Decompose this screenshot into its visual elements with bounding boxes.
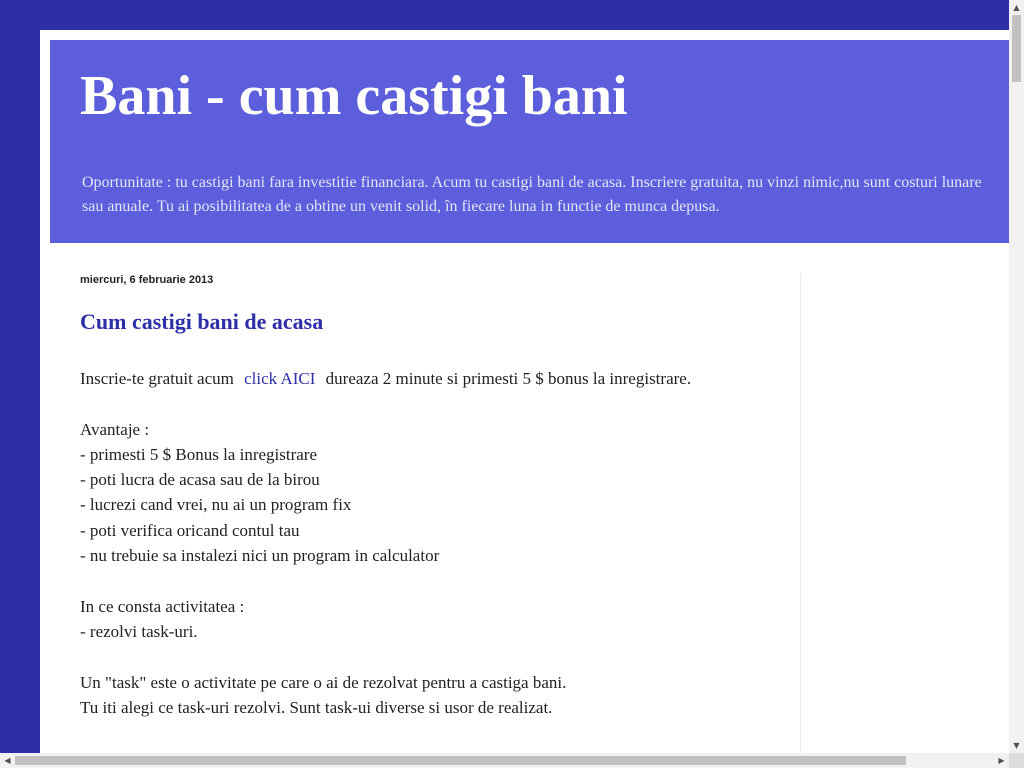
blog-page (40, 30, 1009, 753)
scroll-down-icon[interactable]: ▼ (1013, 741, 1020, 750)
advantage-item: - poti verifica oricand contul tau (80, 520, 300, 540)
horizontal-scrollbar[interactable] (0, 753, 1009, 768)
blog-title[interactable]: Bani - cum castigi bani (80, 65, 628, 127)
blog-header (50, 40, 1009, 243)
intro-text-after: dureaza 2 minute si primesti 5 $ bonus la inregistrare. (325, 369, 692, 388)
spacer (80, 568, 780, 593)
scrollbar-corner (1009, 753, 1024, 768)
post-date: miercuri, 6 februarie 2013 (80, 274, 214, 286)
horizontal-scroll-thumb[interactable] (15, 756, 906, 765)
advantage-item: - nu trebuie sa instalezi nici un program in calculator (80, 546, 440, 566)
post-intro (80, 366, 780, 391)
scroll-up-icon[interactable]: ▲ (1013, 3, 1020, 12)
post-body (80, 366, 780, 720)
advantage-item: - lucrezi cand vrei, nu ai un program fix (80, 495, 352, 515)
spacer (80, 644, 780, 669)
activity-heading: In ce consta activitatea : (80, 596, 245, 616)
post-title[interactable]: Cum castigi bani de acasa (80, 309, 324, 334)
advantages-heading: Avantaje : (80, 419, 150, 439)
main-column (80, 273, 780, 720)
spacer (80, 391, 780, 416)
scroll-left-icon[interactable]: ◀ (4, 756, 11, 765)
vertical-scroll-thumb[interactable] (1012, 15, 1021, 82)
activity-item: - rezolvi task-uri. (80, 621, 198, 641)
advantage-item: - poti lucra de acasa sau de la birou (80, 470, 320, 490)
sidebar-divider (800, 273, 801, 753)
signup-link[interactable]: click AICI (244, 369, 316, 388)
advantage-item: - primesti 5 $ Bonus la inregistrare (80, 444, 318, 464)
vertical-scrollbar[interactable] (1009, 0, 1024, 753)
task-description: Un "task" este o activitate pe care o ai de rezolvat pentru a castiga bani. (80, 672, 567, 692)
blog-description: Oportunitate : tu castigi bani fara investitie financiara. Acum tu castigi bani de acasa. Inscriere gratuita, nu vinzi nimic,nu sunt costuri lunare sau anuale. Tu ai posibilitatea de a obtine un venit solid, în fiecare luna in functie de munca depusa. (82, 174, 982, 215)
intro-text: Inscrie-te gratuit acum (80, 369, 234, 388)
scroll-right-icon[interactable]: ▶ (998, 756, 1005, 765)
task-description: Tu iti alegi ce task-uri rezolvi. Sunt task-ui diverse si usor de realizat. (80, 697, 553, 717)
